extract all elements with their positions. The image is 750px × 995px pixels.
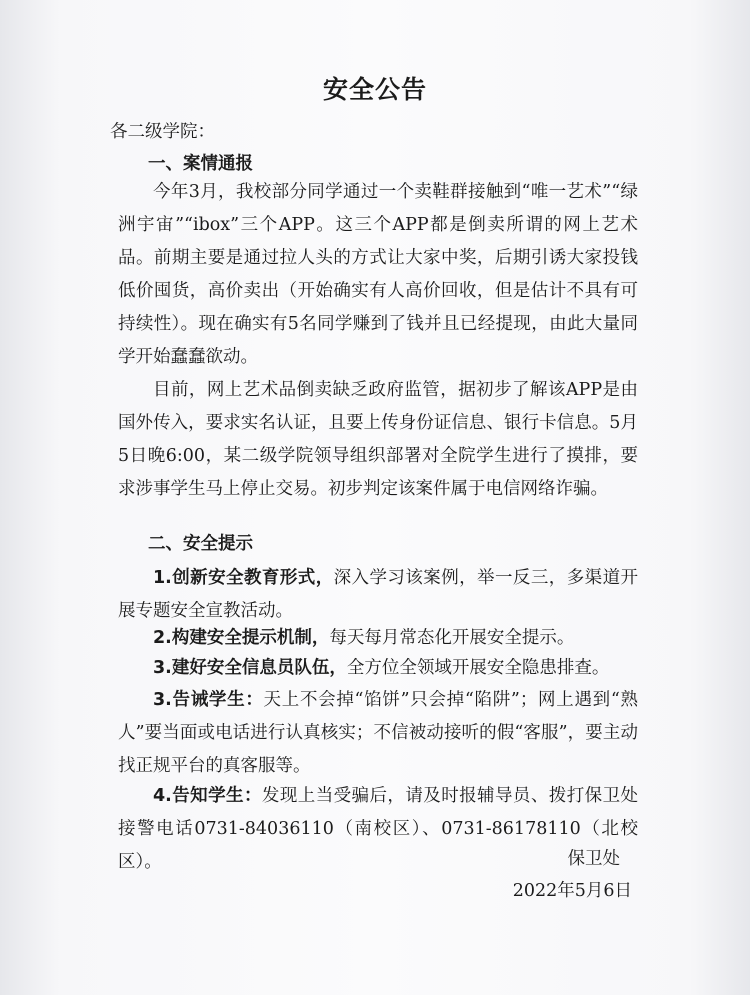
tip-text: 天上不会掉“馅饼”只会掉“陷阱”；网上遇到“熟人”要当面或电话进行认真核实；不信被动接听的假“客服”，要主动找正规平台的真客服等。 <box>118 690 639 776</box>
tip-item <box>118 652 638 685</box>
tip-label: 2.构建安全提示机制， <box>153 628 330 648</box>
tip-text: 发现上当受骗后，请及时报辅导员、拨打保卫处接警电话0731-84036110（南校区）、0731-86178110（北校区）。 <box>118 786 638 872</box>
case-paragraph-2: 目前，网上艺术品倒卖缺乏政府监管，据初步了解该APP是由国外传入，要求实名认证，且要上传身份证信息、银行卡信息。5月5日晚6:00，某二级学院领导组织部署对全院学生进行了摸排，要求涉事学生马上停止交易。初步判定该案件属于电信网络诈骗。 <box>118 380 638 499</box>
signature: 保卫处 <box>567 849 620 869</box>
tip-label: 3.建好安全信息员队伍， <box>153 658 347 678</box>
tip-item <box>118 622 638 655</box>
tip-item <box>118 684 638 783</box>
tip-label: 1.创新安全教育形式， <box>153 568 334 588</box>
salutation: 各二级学院： <box>110 122 215 142</box>
section-heading-safety-tips: 二、安全提示 <box>148 534 253 554</box>
tip-label: 3.告诫学生： <box>153 690 264 710</box>
case-paragraph-1: 今年3月，我校部分同学通过一个卖鞋群接触到“唯一艺术”“绿洲宇宙”“ibox”三个APP。这三个APP都是倒卖所谓的网上艺术品。前期主要是通过拉人头的方式让大家中奖，后期引诱大家投钱低价囤货，高价卖出（开始确实有人高价回收，但是估计不具有可持续性）。现在确实有5名同学赚到了钱并且已经提现，由此大量同学开始蠢蠢欲动。 <box>118 182 638 367</box>
tip-text: 每天每月常态化开展安全提示。 <box>329 628 575 648</box>
notice-title: 安全公告 <box>322 75 427 104</box>
notice-date: 2022年5月6日 <box>512 881 632 901</box>
section-heading-case-report: 一、案情通报 <box>148 154 253 174</box>
tip-label: 4.告知学生： <box>153 786 262 806</box>
tip-item <box>118 562 638 628</box>
tip-text: 深入学习该案例，举一反三，多渠道开展专题安全宣教活动。 <box>118 568 638 621</box>
tip-text: 全方位全领域开展安全隐患排查。 <box>346 658 610 678</box>
tip-item <box>118 780 638 879</box>
